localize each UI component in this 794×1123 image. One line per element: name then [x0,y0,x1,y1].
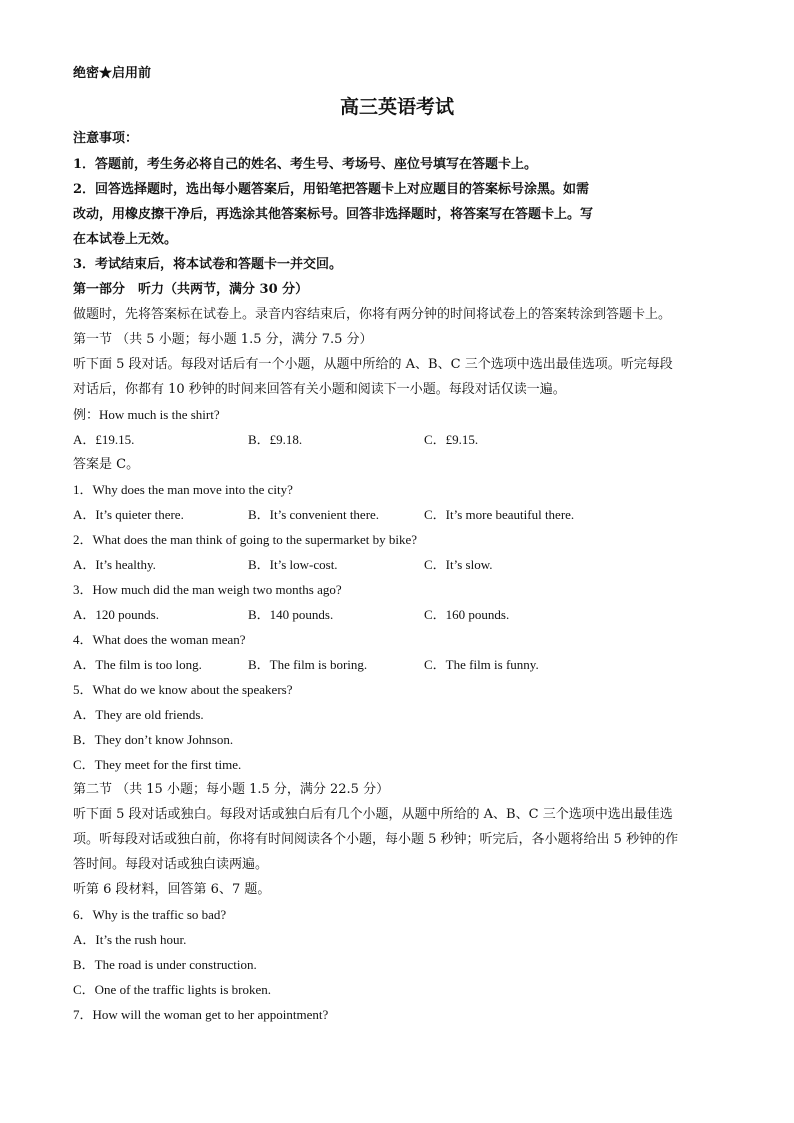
question-2: 2．What does the man think of going to the supermarket by bike? [73,532,418,547]
note-item: 在本试卷上无效。 [73,232,178,247]
question-3-option-a: A．120 pounds. [73,607,159,622]
example-option-b: B．£9.18. [248,432,303,447]
question-3: 3．How much did the man weigh two months ago? [73,582,342,597]
question-2-option-a: A．It’s healthy. [73,557,156,572]
question-4: 4．What does the woman mean? [73,632,246,647]
question-4-option-a: A．The film is too long. [73,657,202,672]
section2-instruction: 答时间。每段对话或独白读两遍。 [73,857,269,872]
section1-heading: 第一节 （共 5 小题；每小题 1.5 分，满分 7.5 分） [73,332,373,347]
question-3-option-c: C．160 pounds. [424,607,510,622]
section2-instruction: 听下面 5 段对话或独白。每段对话或独白后有几个小题，从题中所给的 A、B、C 三个选项中选出最佳选 [73,807,673,822]
example-answer: 答案是 C。 [73,457,140,472]
question-5-option-a: A．They are old friends. [73,707,204,722]
section1-instruction: 听下面 5 段对话。每段对话后有一个小题，从题中所给的 A、B、C 三个选项中选出最佳选项。听完每段 [73,357,673,372]
note-item: 1．答题前，考生务必将自己的姓名、考生号、考场号、座位号填写在答题卡上。 [73,157,538,172]
section2-heading: 第二节 （共 15 小题；每小题 1.5 分，满分 22.5 分） [73,782,390,797]
part1-heading: 第一部分 听力（共两节，满分 30 分） [73,282,309,297]
question-6-option-c: C．One of the traffic lights is broken. [73,982,271,997]
question-3-option-b: B．140 pounds. [248,607,334,622]
example-question: 例：How much is the shirt? [73,407,220,422]
example-option-c: C．£9.15. [424,432,479,447]
note-item: 改动，用橡皮擦干净后，再选涂其他答案标号。回答非选择题时，将答案写在答题卡上。写 [73,207,594,222]
question-6-option-a: A．It’s the rush hour. [73,932,187,947]
confidential-label: 绝密★启用前 [73,66,152,81]
question-5-option-b: B．They don’t know Johnson. [73,732,234,747]
material-6-label: 听第 6 段材料，回答第 6、7 题。 [73,882,271,897]
question-2-option-b: B．It’s low-cost. [248,557,338,572]
page-title: 高三英语考试 [339,96,454,118]
question-6-option-b: B．The road is under construction. [73,957,257,972]
note-item: 3．考试结束后，将本试卷和答题卡一并交回。 [73,257,343,272]
example-option-a: A．£19.15. [73,432,135,447]
section2-instruction: 项。听每段对话或独白前，你将有时间阅读各个小题，每小题 5 秒钟；听完后，各小题将给出 5 秒钟的作 [73,832,679,847]
question-1-option-a: A．It’s quieter there. [73,507,184,522]
question-1: 1．Why does the man move into the city? [73,482,293,497]
section1-instruction: 对话后，你都有 10 秒钟的时间来回答有关小题和阅读下一小题。每段对话仅读一遍。 [73,382,566,397]
part1-intro: 做题时，先将答案标在试卷上。录音内容结束后，你将有两分钟的时间将试卷上的答案转涂到答题卡上。 [73,307,672,322]
note-item: 2．回答选择题时，选出每小题答案后，用铅笔把答题卡上对应题目的答案标号涂黑。如需 [73,182,590,197]
question-7: 7．How will the woman get to her appointment? [73,1007,329,1022]
question-5: 5．What do we know about the speakers? [73,682,293,697]
question-1-option-c: C．It’s more beautiful there. [424,507,575,522]
question-4-option-c: C．The film is funny. [424,657,539,672]
question-4-option-b: B．The film is boring. [248,657,368,672]
question-2-option-c: C．It’s slow. [424,557,493,572]
question-6: 6．Why is the traffic so bad? [73,907,227,922]
notes-heading: 注意事项： [73,131,139,146]
question-5-option-c: C．They meet for the first time. [73,757,242,772]
question-1-option-b: B．It’s convenient there. [248,507,380,522]
